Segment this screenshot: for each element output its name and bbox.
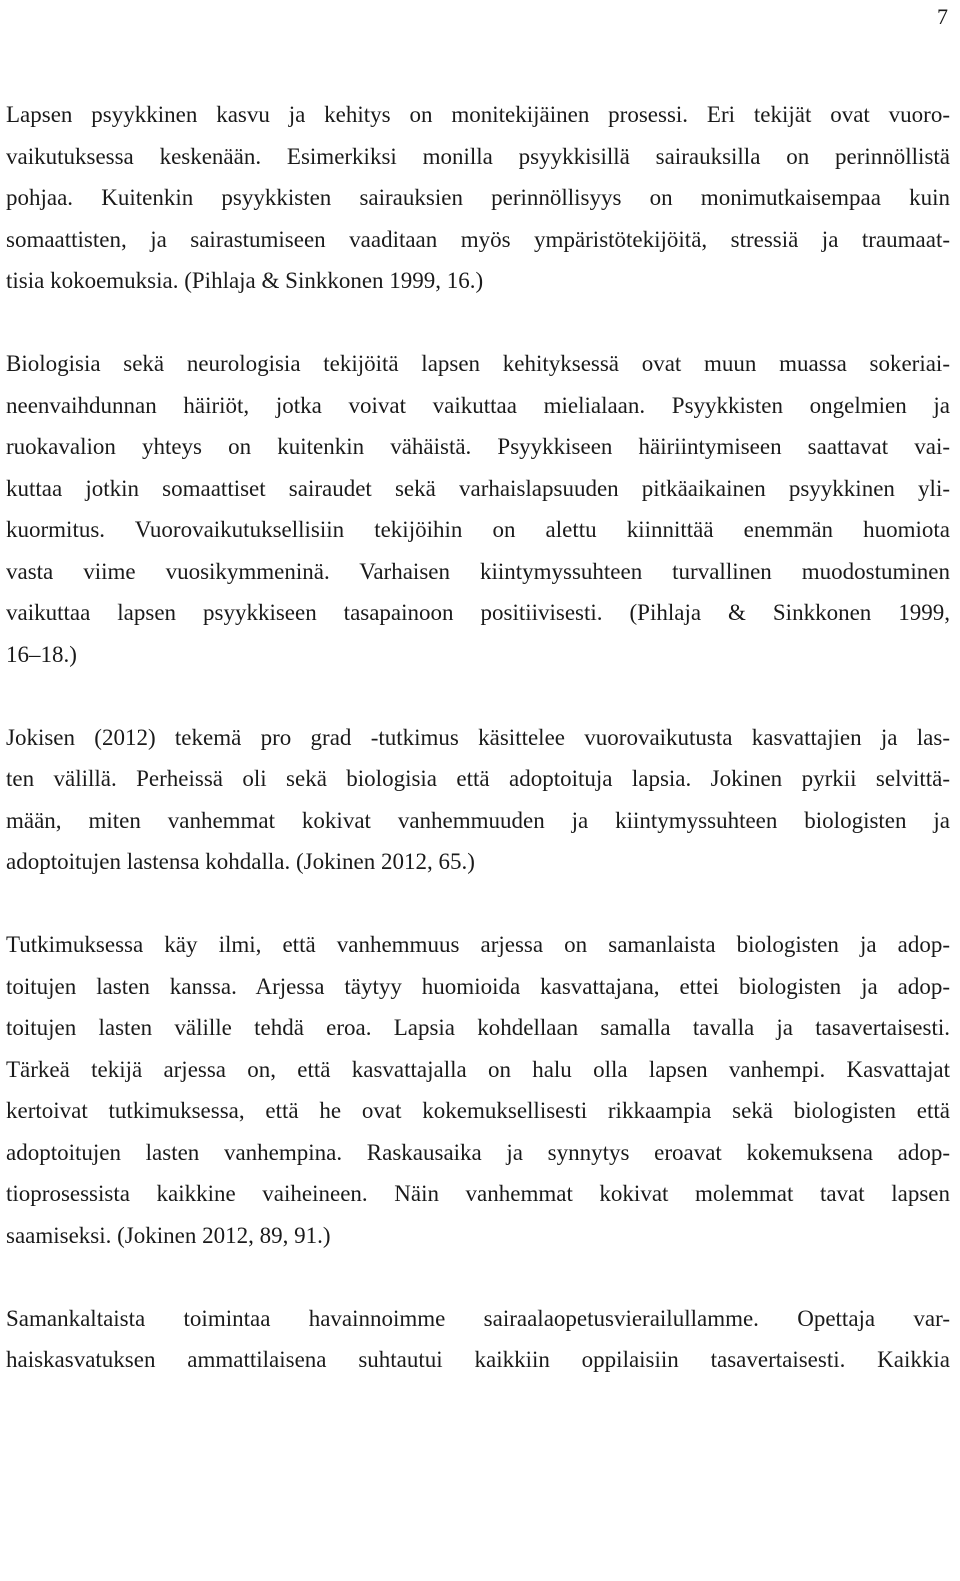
text-line: somaattisten, ja sairastumiseen vaaditaan myös ympäristötekijöitä, stressiä ja traumaat- <box>6 226 950 252</box>
page-number: 7 <box>937 4 948 29</box>
text-line: Jokisen (2012) tekemä pro grad -tutkimus käsittelee vuorovaikutusta kasvattajien ja las- <box>6 724 950 750</box>
text-line: ten välillä. Perheissä oli sekä biologisia että adoptoituja lapsia. Jokinen pyrkii selvittä- <box>6 766 950 791</box>
text-line: neenvaihdunnan häiriöt, jotka voivat vaikuttaa mielialaan. Psyykkisten ongelmien ja <box>6 392 950 418</box>
paragraph <box>6 924 950 1256</box>
paragraph-spacer <box>6 675 950 717</box>
text-line: kuttaa jotkin somaattiset sairaudet sekä varhaislapsuuden pitkäaikainen psyykkinen yli- <box>6 475 950 501</box>
text-line: toitujen lasten välille tehdä eroa. Lapsia kohdellaan samalla tavalla ja tasavertaisesti. <box>6 1015 950 1040</box>
text-line: Samankaltaista toimintaa havainnoimme sairaalaopetusvierailullamme. Opettaja var- <box>6 1305 950 1331</box>
paragraph <box>6 1298 950 1381</box>
text-line: Tutkimuksessa käy ilmi, että vanhemmuus arjessa on samanlaista biologisten ja adop- <box>6 932 950 957</box>
text-line: haiskasvatuksen ammattilaisena suhtautui kaikkiin oppilaisiin tasavertaisesti. Kaikkia <box>6 1347 950 1372</box>
paragraph <box>6 717 950 883</box>
text-line: vaikuttaa lapsen psyykkiseen tasapainoon positiivisesti. (Pihlaja & Sinkkonen 1999, <box>6 600 950 625</box>
text-line: mään, miten vanhemmat kokivat vanhemmuuden ja kiintymyssuhteen biologisten ja <box>6 807 950 833</box>
text-line: Lapsen psyykkinen kasvu ja kehitys on monitekijäinen prosessi. Eri tekijät ovat vuoro- <box>6 102 950 127</box>
text-line: vasta viime vuosikymmeninä. Varhaisen kiintymyssuhteen turvallinen muodostuminen <box>6 558 950 584</box>
text-line: saamiseksi. (Jokinen 2012, 89, 91.) <box>6 1222 331 1248</box>
text-line: adoptoitujen lasten vanhempina. Raskausaika ja synnytys eroavat kokemuksena adop- <box>6 1139 950 1165</box>
text-line: vaikutuksessa keskenään. Esimerkiksi monilla psyykkisillä sairauksilla on perinnöllistä <box>6 143 950 169</box>
text-line: Tärkeä tekijä arjessa on, että kasvattajalla on halu olla lapsen vanhempi. Kasvattajat <box>6 1056 950 1082</box>
text-line: kertoivat tutkimuksessa, että he ovat kokemuksellisesti rikkaampia sekä biologisten että <box>6 1098 950 1123</box>
text-line: Biologisia sekä neurologisia tekijöitä lapsen kehityksessä ovat muun muassa sokeriai- <box>6 351 950 376</box>
text-line: toitujen lasten kanssa. Arjessa täytyy huomioida kasvattajana, ettei biologisten ja adop- <box>6 973 950 999</box>
paragraph-spacer <box>6 883 950 925</box>
paragraph-spacer <box>6 302 950 344</box>
paragraph <box>6 343 950 675</box>
paragraph <box>6 94 950 302</box>
paragraph-spacer <box>6 1256 950 1298</box>
text-line: adoptoitujen lastensa kohdalla. (Jokinen 2012, 65.) <box>6 849 475 874</box>
document-body <box>6 94 950 1381</box>
text-line: kuormitus. Vuorovaikutuksellisiin tekijöihin on alettu kiinnittää enemmän huomiota <box>6 517 950 542</box>
text-line: 16–18.) <box>6 641 77 667</box>
text-line: tioprosessista kaikkine vaiheineen. Näin vanhemmat kokivat molemmat tavat lapsen <box>6 1181 950 1206</box>
text-line: pohjaa. Kuitenkin psyykkisten sairauksien perinnöllisyys on monimutkaisempaa kuin <box>6 185 950 210</box>
text-line: ruokavalion yhteys on kuitenkin vähäistä. Psyykkiseen häiriintymiseen saattavat vai- <box>6 434 950 459</box>
text-line: tisia kokoemuksia. (Pihlaja & Sinkkonen 1999, 16.) <box>6 268 484 293</box>
